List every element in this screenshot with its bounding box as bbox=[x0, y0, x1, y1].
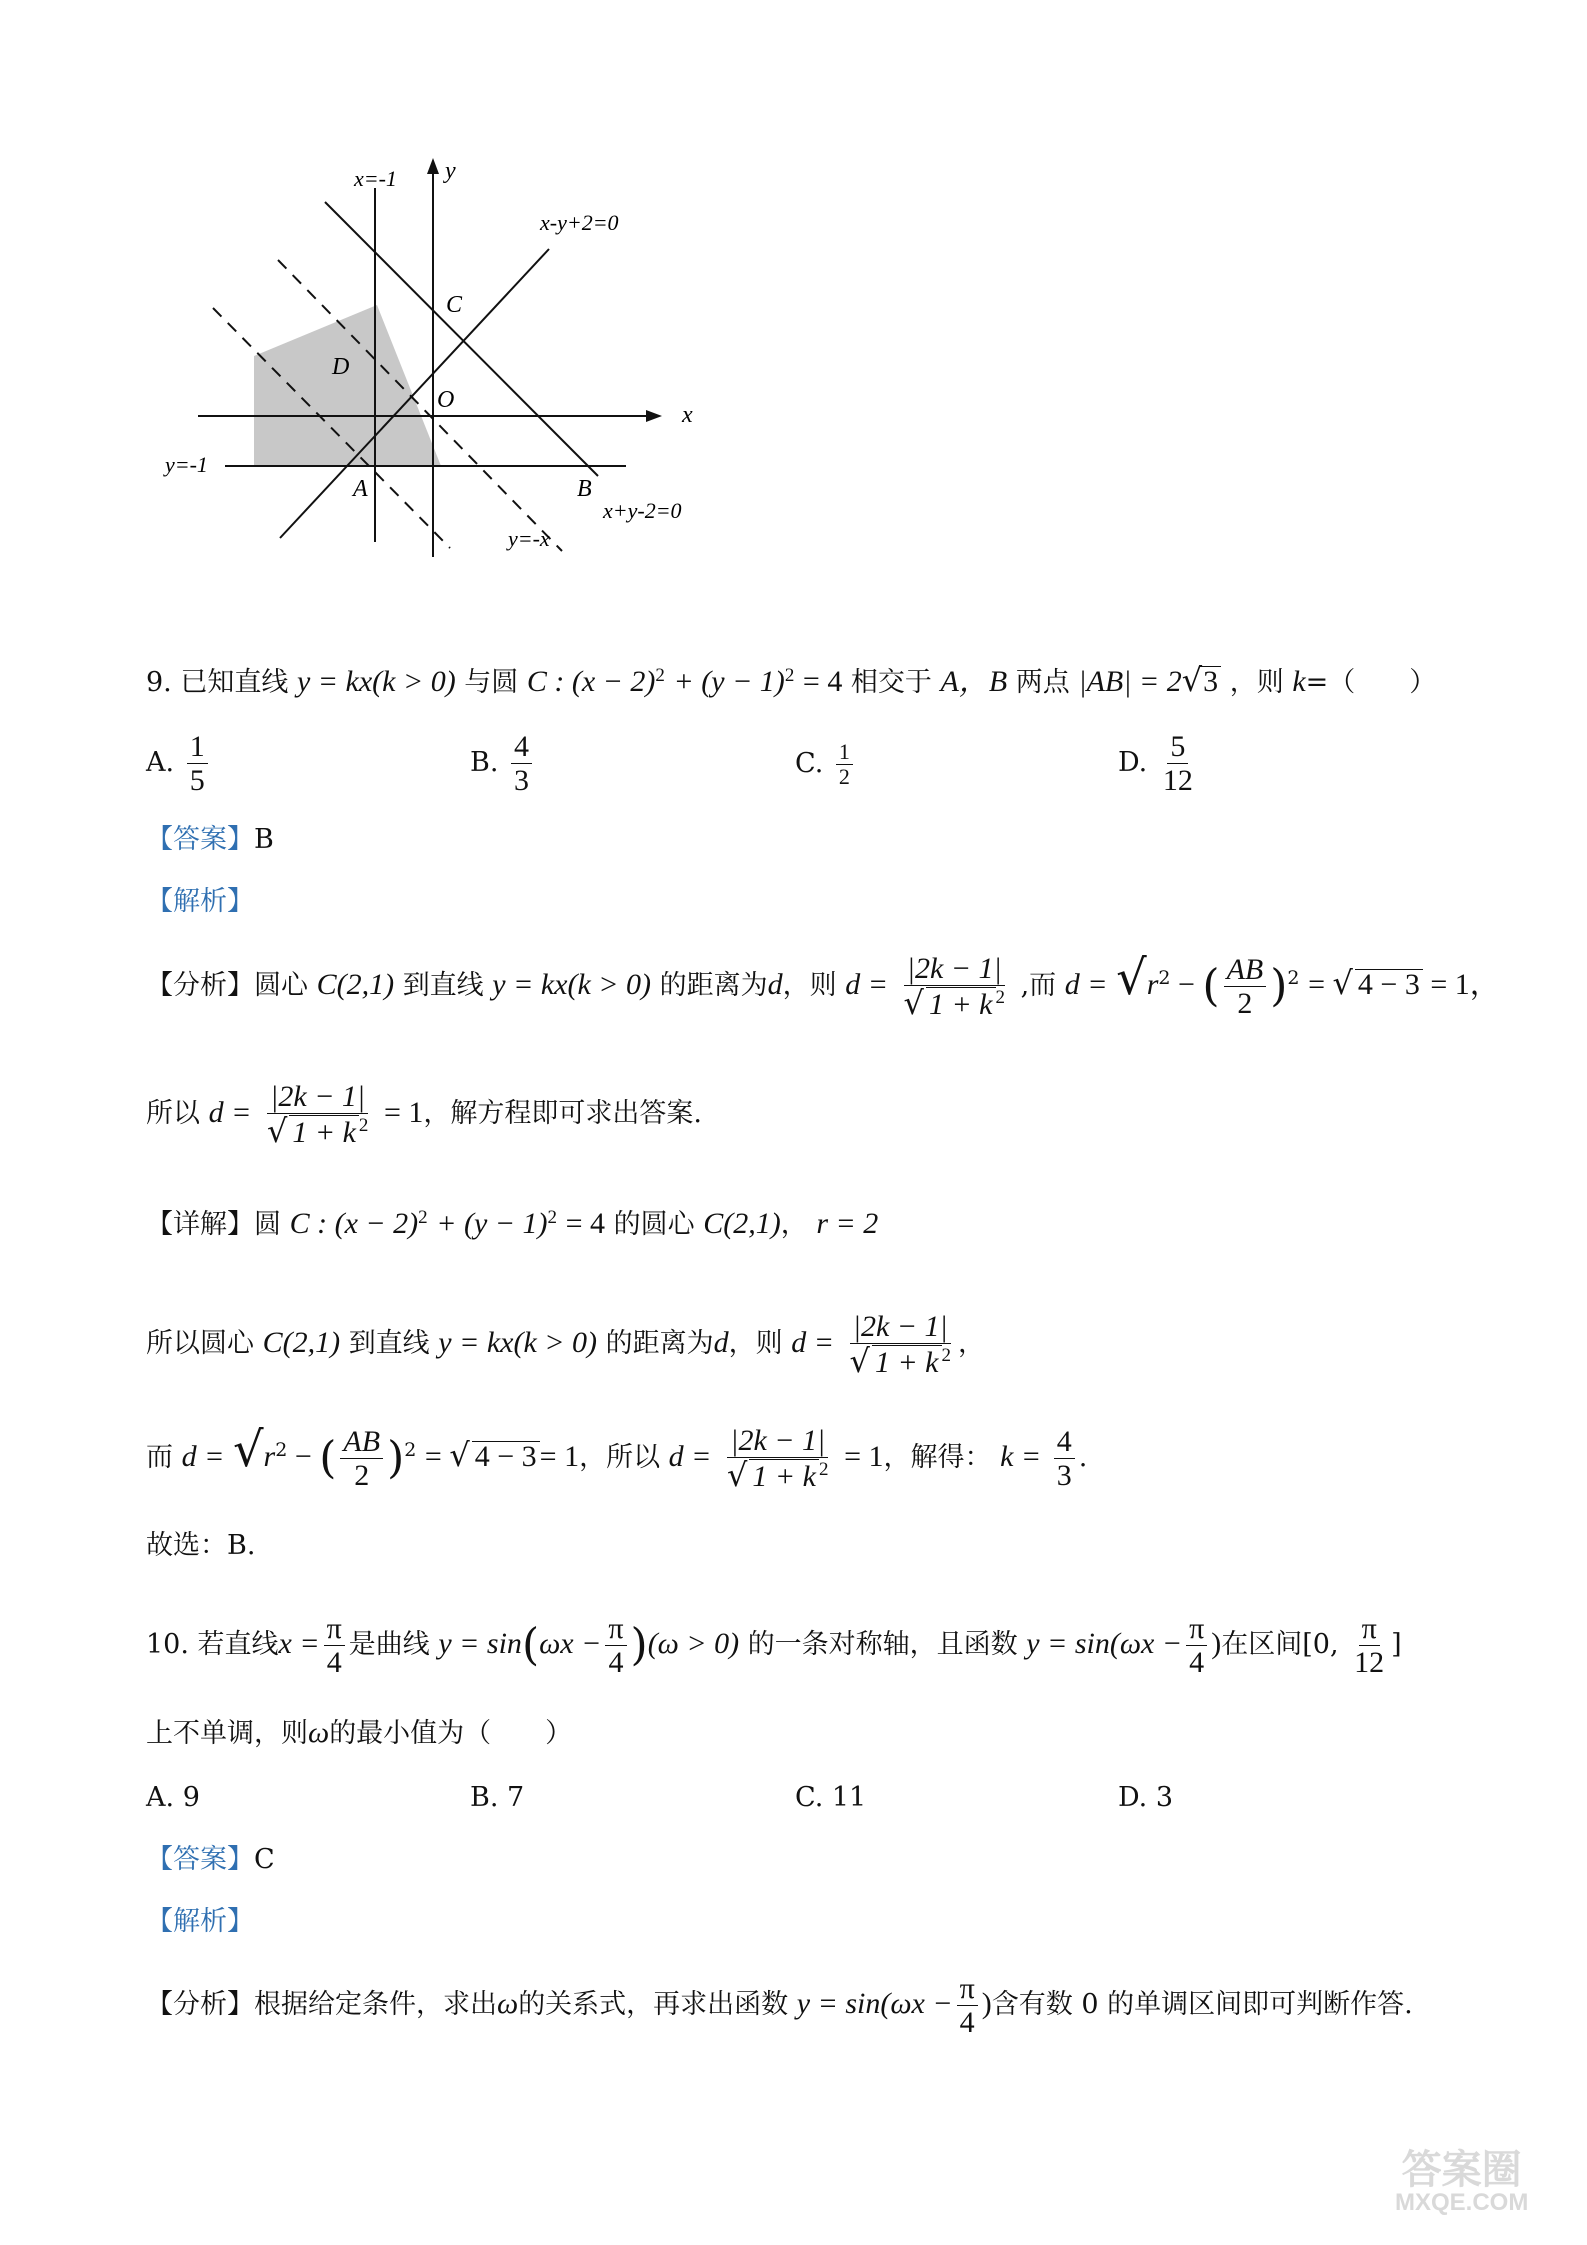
option-label: D. bbox=[1118, 747, 1148, 778]
fenxi-tag: 【分析】 bbox=[146, 970, 254, 1002]
pi: π bbox=[324, 1612, 345, 1646]
dist-num: |2k − 1| bbox=[904, 952, 1005, 986]
label-A: A bbox=[353, 476, 368, 502]
answer-value: C bbox=[254, 1844, 275, 1875]
dist-num: |2k − 1| bbox=[850, 1310, 951, 1344]
label-line-c: x-y+2=0 bbox=[540, 210, 619, 235]
root43: 4 − 3 bbox=[1355, 969, 1423, 1000]
q9-option-d bbox=[1118, 730, 1200, 797]
label-line-b: x+y-2=0 bbox=[603, 498, 682, 523]
fenxi-text: 的距离为 bbox=[659, 970, 768, 1002]
option-value: 9 bbox=[182, 1782, 200, 1813]
q9-option-b bbox=[470, 730, 536, 797]
circle-b: + (y − 1) bbox=[436, 1207, 548, 1240]
dist-den: 1 + k bbox=[926, 987, 996, 1021]
r-eq: r = 2 bbox=[816, 1207, 879, 1240]
omega-x: ωx − bbox=[539, 1627, 602, 1660]
fenxi-text: ,而 bbox=[1020, 970, 1057, 1002]
option-label: A. bbox=[146, 747, 175, 778]
q9-circle-c: = 4 bbox=[802, 665, 843, 698]
minus: − bbox=[1170, 968, 1203, 1002]
minus: − bbox=[287, 1440, 320, 1474]
watermark bbox=[1395, 2150, 1528, 2216]
fenxi-text: 根据给定条件，求出 bbox=[254, 1989, 497, 2020]
pi: π bbox=[1186, 1612, 1207, 1646]
pi: π bbox=[1359, 1612, 1380, 1646]
q9-stem: 9. 已知直线 y = kx(k > 0) 与圆 C : $(x - 2)^2 + (y - 1)^2 = 4$ 相交于 A，B 两点 |AB| = 2√3 ，则 k=（ ） bbox=[146, 661, 1437, 699]
option-value: 3 bbox=[1155, 1782, 1174, 1813]
xj-text: 的距离为 bbox=[605, 1328, 714, 1360]
omega-pos: (ω > 0) bbox=[647, 1627, 740, 1660]
feasible-region-figure bbox=[150, 150, 730, 580]
dist-den: 1 + k bbox=[289, 1115, 359, 1149]
q10-text: 若直线 bbox=[197, 1629, 279, 1660]
d-eq: d = bbox=[668, 1440, 712, 1474]
ab-den: 2 bbox=[354, 1459, 370, 1493]
ab-num: AB bbox=[340, 1425, 383, 1459]
option-num: 1 bbox=[836, 740, 853, 765]
circle-a: C : (x − 2) bbox=[289, 1207, 419, 1240]
d-var: d bbox=[767, 968, 783, 1002]
xj-text: ，则 bbox=[728, 1328, 783, 1360]
dist-den: 1 + k bbox=[749, 1459, 819, 1493]
question-number: 9. bbox=[146, 667, 172, 698]
option-label: C. bbox=[795, 1782, 824, 1813]
question-number: 10. bbox=[146, 1629, 189, 1660]
q9-text-c: 相交于 bbox=[850, 667, 932, 698]
option-den: 5 bbox=[189, 764, 205, 797]
center-point: C(2,1) bbox=[262, 1326, 341, 1360]
label-O: O bbox=[437, 387, 455, 413]
option-value: 7 bbox=[507, 1782, 525, 1813]
q9-xiangjie-2: 所以圆心 C(2,1) 到直线 y = kx(k > 0) 的距离为d，则 d = $\frac{|2k - 1|}{√ 1 + k ^2}$ ， bbox=[146, 1310, 985, 1380]
label-x-axis: x bbox=[682, 402, 693, 428]
center-point: C(2,1) bbox=[703, 1207, 781, 1240]
ab-den: 2 bbox=[1237, 987, 1253, 1021]
q10-text: 在区间[0, bbox=[1221, 1629, 1339, 1660]
pi: π bbox=[605, 1612, 626, 1646]
fenxi-tag: 【分析】 bbox=[146, 1989, 254, 2020]
q9-circle-a: C : (x − 2) bbox=[526, 665, 656, 698]
omega: ω bbox=[497, 1987, 519, 2020]
answer-tag: 【答案】 bbox=[146, 824, 254, 855]
q9-fenxi: 【分析】圆心 C(2,1) 到直线 y = kx(k > 0) 的距离为d，则 d = $\frac{|2k - 1|}{√ 1 + k ^2}$ ,而 $d = √r^2$ − ( $\frac{AB}{2}$ )$^2$ = √ 4 − 3 = 1， bbox=[146, 950, 1500, 1022]
close: ) bbox=[981, 1987, 992, 2020]
xj-text: ，解得： bbox=[883, 1442, 992, 1474]
q9-guxuan bbox=[146, 1532, 255, 1559]
conclusion: 故选：B. bbox=[146, 1530, 256, 1561]
q9-paren: =（ ） bbox=[1305, 667, 1437, 698]
q10-option-a bbox=[146, 1784, 200, 1811]
q9-text-d: 两点 bbox=[1015, 667, 1070, 698]
xj-text: 所以圆心 bbox=[146, 1328, 254, 1360]
d-eq: d = bbox=[845, 968, 888, 1002]
twelve: 12 bbox=[1354, 1646, 1385, 1679]
option-den: 3 bbox=[514, 764, 530, 797]
four: 4 bbox=[1189, 1646, 1205, 1679]
q9-option-c bbox=[795, 740, 857, 789]
xj-text: 而 bbox=[146, 1442, 173, 1474]
shaded-region bbox=[254, 305, 441, 466]
xiangjie-tag: 【详解】 bbox=[146, 1209, 254, 1240]
q10-text: 是曲线 bbox=[348, 1629, 430, 1660]
circle-c: = 4 bbox=[565, 1207, 606, 1240]
q9-ab-root: 3 bbox=[1200, 666, 1221, 697]
option-label: B. bbox=[470, 1782, 499, 1813]
q9-text-e: ，则 bbox=[1229, 667, 1284, 698]
q9-text-a: 已知直线 bbox=[180, 667, 289, 698]
omega: ω bbox=[308, 1716, 330, 1749]
dist-den: 1 + k bbox=[872, 1345, 942, 1379]
q10-stem-2 bbox=[146, 1718, 572, 1748]
close: ) bbox=[1211, 1627, 1222, 1660]
k-eq: k = bbox=[1000, 1440, 1042, 1474]
q9-xiangjie: 【详解】圆 C : $(x - 2)^2 + (y - 1)^2 = 4$ 的圆心 C(2,1)， r = 2 bbox=[146, 1207, 879, 1240]
label-y-axis: y bbox=[445, 158, 456, 184]
eq: = bbox=[424, 1440, 450, 1474]
y-sin: y = sin bbox=[438, 1627, 522, 1660]
ab-num: AB bbox=[1224, 953, 1267, 987]
xj-text: 所以 bbox=[606, 1442, 661, 1474]
option-label: D. bbox=[1118, 1782, 1148, 1813]
center-point: C(2,1) bbox=[316, 968, 395, 1002]
x-axis-arrow bbox=[646, 410, 662, 422]
label-y-negx: y=-x bbox=[508, 526, 550, 551]
option-num: 1 bbox=[187, 730, 208, 764]
q9-analysis bbox=[146, 888, 254, 915]
q9-fenxi-2: 所以 d = $\frac{|2k - 1|}{√ 1 + k ^2}$ = 1，解方程即可求出答案. bbox=[146, 1080, 702, 1150]
analysis-tag: 【解析】 bbox=[146, 1906, 254, 1937]
label-C: C bbox=[446, 292, 463, 318]
fenxi-text: 所以 bbox=[146, 1098, 200, 1130]
root43: 4 − 3 bbox=[472, 1441, 540, 1472]
label-y-eq: y=-1 bbox=[165, 452, 208, 477]
q10-option-c bbox=[795, 1784, 866, 1811]
option-den: 2 bbox=[838, 764, 850, 790]
label-D: D bbox=[332, 354, 350, 380]
q9-answer bbox=[146, 826, 274, 853]
q10-answer bbox=[146, 1846, 275, 1873]
r-var: r bbox=[1146, 968, 1159, 1002]
q10-text: 的一条对称轴，且函数 bbox=[747, 1629, 1018, 1660]
option-den: 12 bbox=[1162, 764, 1193, 797]
q9-line-eq: y = kx(k > 0) bbox=[296, 665, 456, 698]
option-label: C. bbox=[795, 748, 824, 780]
four: 4 bbox=[608, 1646, 624, 1679]
dist-num: |2k − 1| bbox=[267, 1080, 368, 1114]
fenxi-text: 的关系式，再求出函数 bbox=[518, 1989, 789, 2020]
q10-text: 的最小值为（ ） bbox=[329, 1718, 573, 1749]
xj-text: 圆 bbox=[254, 1209, 281, 1240]
fenxi-text: 到直线 bbox=[402, 970, 484, 1002]
label-x-eq: x=-1 bbox=[354, 166, 397, 191]
k-num: 4 bbox=[1054, 1425, 1075, 1459]
xj-text: 的圆心 bbox=[613, 1209, 695, 1240]
four: 4 bbox=[326, 1646, 342, 1679]
watermark-top: 答案圈 bbox=[1401, 2148, 1522, 2192]
x-eq: x = bbox=[278, 1627, 320, 1660]
q9-ab: |AB| = 2 bbox=[1078, 665, 1182, 698]
d-var: d bbox=[713, 1326, 729, 1360]
eq: = bbox=[1308, 968, 1333, 1002]
option-num: 5 bbox=[1167, 730, 1188, 764]
q10-option-b bbox=[470, 1784, 524, 1811]
q9-text-b: 与圆 bbox=[464, 667, 519, 698]
q10-fenxi bbox=[146, 1972, 1413, 2039]
fenxi-text: ，解方程即可求出答案. bbox=[423, 1098, 702, 1130]
xj-text: 到直线 bbox=[348, 1328, 430, 1360]
d-eq: d = bbox=[791, 1326, 834, 1360]
q9-option-a bbox=[146, 730, 212, 797]
q9-k: k bbox=[1292, 665, 1306, 698]
r-var: r bbox=[263, 1440, 276, 1474]
fenxi-text: 含有数 0 的单调区间即可判断作答. bbox=[991, 1989, 1413, 2020]
option-value: 11 bbox=[831, 1782, 867, 1813]
d-eq: d = bbox=[208, 1096, 252, 1130]
analysis-tag: 【解析】 bbox=[146, 886, 254, 917]
d-eq: d = bbox=[1064, 968, 1108, 1002]
y-sin2: y = sin(ωx − bbox=[1026, 1627, 1183, 1660]
close-b: ] bbox=[1391, 1629, 1402, 1660]
option-label: A. bbox=[146, 1782, 175, 1813]
answer-value: B bbox=[254, 824, 274, 855]
fenxi-text: ，则 bbox=[782, 970, 837, 1002]
q10-analysis bbox=[146, 1908, 254, 1935]
q10-text: 上不单调，则 bbox=[146, 1718, 308, 1749]
q9-circle-b: + (y − 1) bbox=[673, 665, 785, 698]
q9-xiangjie-3: 而 $d = √r^2$ − ( $\frac{AB}{2}$ )$^2$ = √ 4 − 3 = 1，所以 d = $\frac{|2k - 1|}{√ 1 + k ^2}$ = 1，解得： k = $\frac{4}{3}$ . bbox=[146, 1422, 1088, 1494]
option-num: 4 bbox=[511, 730, 532, 764]
pi: π bbox=[957, 1972, 978, 2006]
q10-option-d bbox=[1118, 1784, 1173, 1811]
y-axis-arrow bbox=[427, 158, 439, 174]
q10-stem: 10. 若直线x = $\frac{\pi}{4}$ 是曲线 y = sin(ωx − $\frac{\pi}{4}$ )(ω > 0) 的一条对称轴，且函数 y = sin(ωx − $\frac{\pi}{4}$ )在区间[0, $\frac{\pi}{12}$ ] bbox=[146, 1612, 1402, 1679]
k-den: 3 bbox=[1056, 1459, 1072, 1493]
line-eq: y = kx(k > 0) bbox=[492, 968, 652, 1002]
q9-points: A，B bbox=[940, 665, 1008, 698]
dist-num: |2k − 1| bbox=[727, 1424, 828, 1458]
label-B: B bbox=[577, 476, 592, 502]
watermark-bottom: MXQE.COM bbox=[1395, 2189, 1529, 2216]
answer-tag: 【答案】 bbox=[146, 1844, 254, 1875]
d-eq: d = bbox=[181, 1440, 225, 1474]
four: 4 bbox=[959, 2006, 975, 2039]
eq1: = 1， bbox=[1422, 968, 1500, 1002]
y-sin2: y = sin(ωx − bbox=[796, 1987, 953, 2020]
option-label: B. bbox=[470, 747, 499, 778]
fenxi-text: 圆心 bbox=[254, 970, 308, 1002]
line-eq: y = kx(k > 0) bbox=[438, 1326, 598, 1360]
